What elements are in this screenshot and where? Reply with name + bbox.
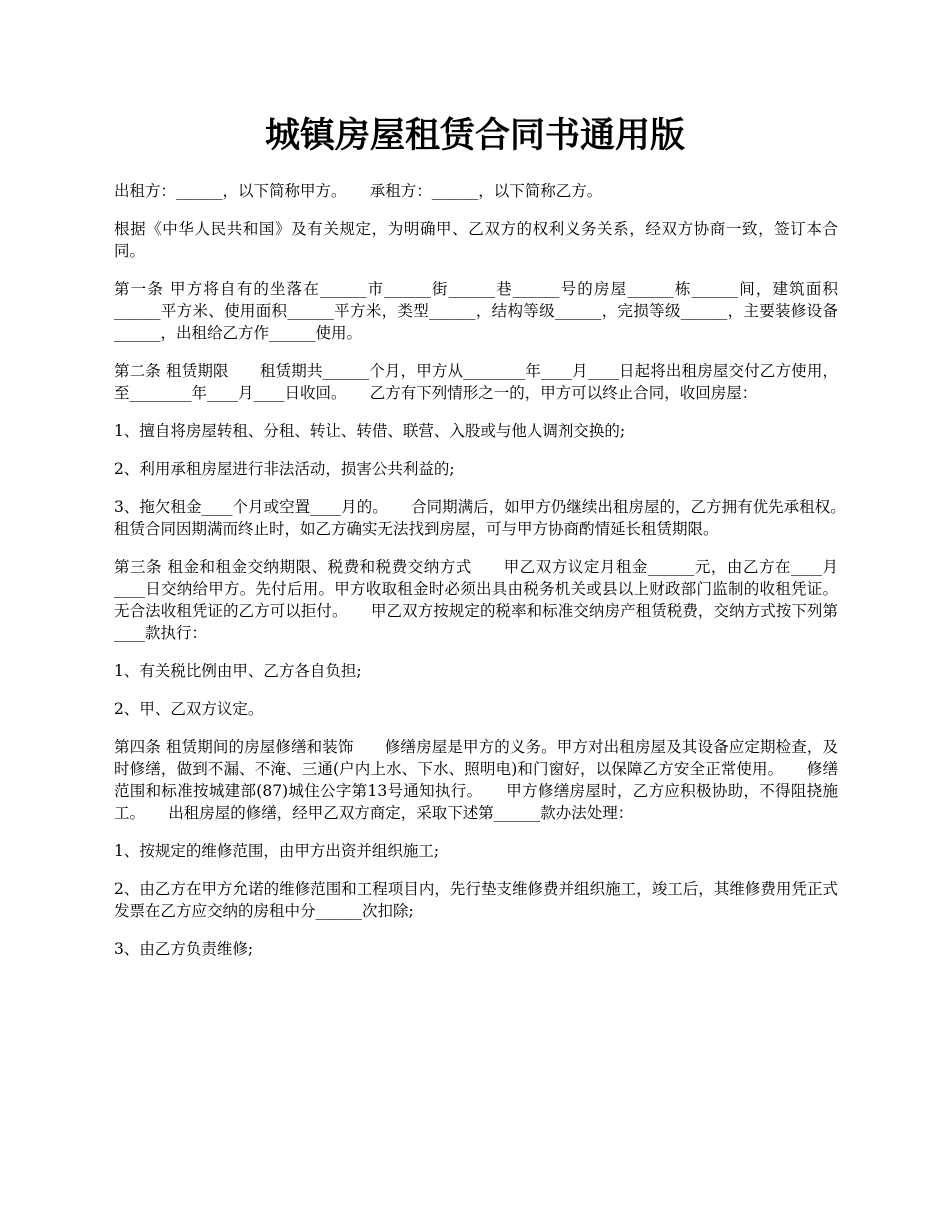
article-3-paragraph: 第三条 租金和租金交纳期限、税费和税费交纳方式 甲乙双方议定月租金______元，由乙方在____月____日交纳给甲方。先付后用。甲方收取租金时必须出具由税务机关或县以上财政部门监制的收租凭证。无合法收租凭证的乙方可以拒付。 甲乙双方按规定的税率和标准交纳房产租赁税费，交纳方式按下列第____款执行：	[114, 558, 838, 642]
preamble-paragraph: 根据《中华人民共和国》及有关规定，为明确甲、乙双方的权利义务关系，经双方协商一致，签订本合同。	[114, 220, 838, 260]
article-4-paragraph: 第四条 租赁期间的房屋修缮和装饰 修缮房屋是甲方的义务。甲方对出租房屋及其设备应定期检查，及时修缮，做到不漏、不淹、三通(户内上水、下水、照明电)和门窗好，以保障乙方安全正常使用。 修缮范围和标准按城建部(87)城住公字第13号通知执行。 甲方修缮房屋时，乙方应积极协助，不得阻挠施工。 出租房屋的修缮，经甲乙双方商定，采取下述第______款办法处理：	[114, 738, 838, 822]
article-4-item-3: 3、由乙方负责维修;	[114, 940, 254, 958]
document-body	[114, 180, 870, 976]
article-2-item-1: 1、擅自将房屋转租、分租、转让、转借、联营、入股或与他人调剂交换的;	[114, 422, 626, 440]
article-4-item-2: 2、由乙方在甲方允诺的维修范围和工程项目内，先行垫支维修费并组织施工，竣工后，其维修费用凭正式发票在乙方应交纳的房租中分______次扣除;	[114, 880, 838, 920]
article-2-paragraph: 第二条 租赁期限 租赁期共______个月，甲方从________年____月____日起将出租房屋交付乙方使用，至________年____月____日收回。 乙方有下列情形之一的，甲方可以终止合同，收回房屋：	[114, 362, 838, 402]
article-3-item-2: 2、甲、乙双方议定。	[114, 700, 264, 718]
article-3-item-1: 1、有关税比例由甲、乙方各自负担;	[114, 662, 362, 680]
parties-paragraph: 出租方：______，以下简称甲方。 承租方：______，以下简称乙方。	[114, 182, 603, 200]
document-title: 城镇房屋租赁合同书通用版	[264, 115, 685, 156]
article-2-item-3: 3、拖欠租金____个月或空置____月的。 合同期满后，如甲方仍继续出租房屋的，乙方拥有优先承租权。 租赁合同因期满而终止时，如乙方确实无法找到房屋，可与甲方协商酌情延长租赁期限。	[114, 498, 870, 538]
article-4-item-1: 1、按规定的维修范围，由甲方出资并组织施工;	[114, 842, 440, 860]
article-2-item-2: 2、利用承租房屋进行非法活动，损害公共利益的;	[114, 460, 455, 478]
article-1-paragraph: 第一条 甲方将自有的坐落在______市______街______巷______号的房屋______栋______间，建筑面积______平方米、使用面积______平方米，类型______，结构等级______，完损等级______，主要装修设备______，出租给乙方作______使用。	[114, 280, 838, 342]
